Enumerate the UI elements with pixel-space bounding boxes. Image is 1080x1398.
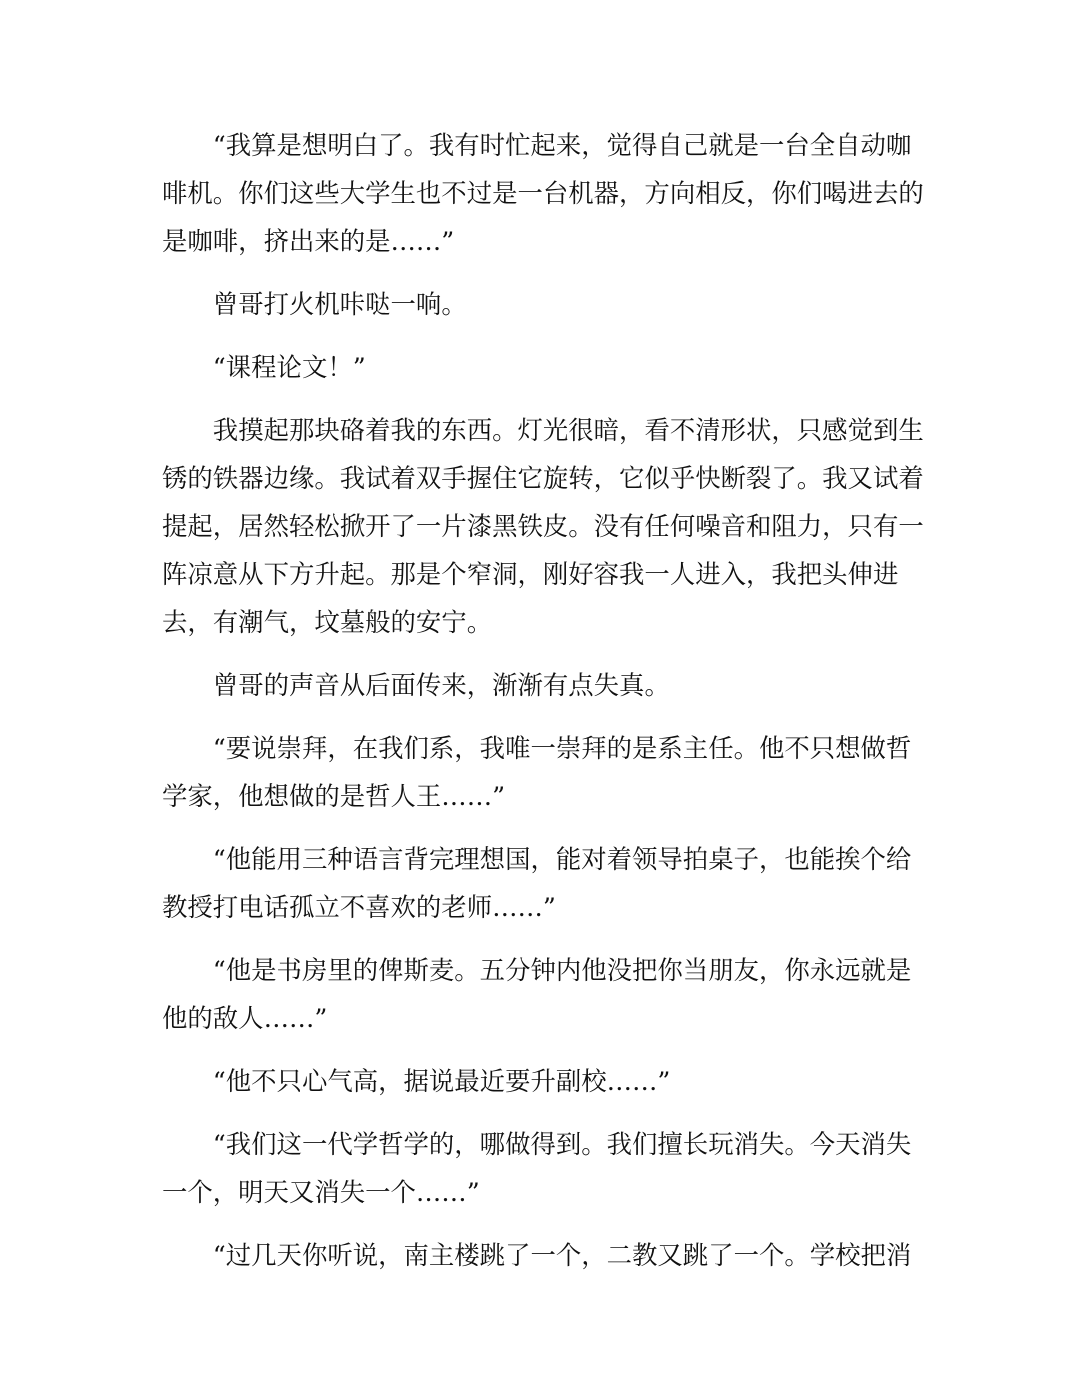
text-line: 啡机。你们这些大学生也不过是一台机器，方向相反，你们喝进去的 bbox=[162, 178, 924, 208]
paragraph-1 bbox=[162, 121, 924, 265]
text-line: “他是书房里的俾斯麦。五分钟内他没把你当朋友，你永远就是 bbox=[212, 955, 912, 985]
paragraph-6 bbox=[162, 724, 912, 820]
text-line: 学家，他想做的是哲人王……” bbox=[162, 781, 506, 811]
text-line: “过几天你听说，南主楼跳了一个，二教又跳了一个。学校把消 bbox=[212, 1240, 912, 1270]
text-line: 阵凉意从下方升起。那是个窄洞，刚好容我一人进入，我把头伸进 bbox=[162, 559, 899, 589]
text-line: “要说崇拜，在我们系，我唯一崇拜的是系主任。他不只想做哲 bbox=[212, 733, 912, 763]
text-line: “我们这一代学哲学的，哪做得到。我们擅长玩消失。今天消失 bbox=[212, 1129, 912, 1159]
document-page bbox=[162, 121, 924, 1294]
text-line: “他能用三种语言背完理想国，能对着领导拍桌子，也能挨个给 bbox=[212, 844, 912, 874]
paragraph-8 bbox=[162, 946, 912, 1042]
text-line: 去，有潮气，坟墓般的安宁。 bbox=[162, 607, 493, 637]
text-line: “课程论文！” bbox=[212, 352, 366, 382]
text-line: “我算是想明白了。我有时忙起来，觉得自己就是一台全自动咖 bbox=[212, 130, 912, 160]
paragraph-7 bbox=[162, 835, 912, 931]
text-line: 是咖啡，挤出来的是……” bbox=[162, 226, 455, 256]
text-line: 一个，明天又消失一个……” bbox=[162, 1177, 480, 1207]
paragraph-10 bbox=[162, 1120, 912, 1216]
text-line: 他的敌人……” bbox=[162, 1003, 328, 1033]
text-line: 教授打电话孤立不喜欢的老师……” bbox=[162, 892, 556, 922]
paragraph-5 bbox=[162, 661, 900, 709]
paragraph-4 bbox=[162, 406, 924, 646]
text-line: 提起，居然轻松掀开了一片漆黑铁皮。没有任何噪音和阻力，只有一 bbox=[162, 511, 924, 541]
text-line: “他不只心气高，据说最近要升副校……” bbox=[212, 1066, 671, 1096]
text-line: 曾哥打火机咔哒一响。 bbox=[212, 289, 467, 319]
text-line: 我摸起那块硌着我的东西。灯光很暗，看不清形状，只感觉到生 bbox=[212, 415, 924, 445]
paragraph-9 bbox=[162, 1057, 900, 1105]
text-line: 曾哥的声音从后面传来，渐渐有点失真。 bbox=[212, 670, 670, 700]
text-line: 锈的铁器边缘。我试着双手握住它旋转，它似乎快断裂了。我又试着 bbox=[162, 463, 924, 493]
paragraph-11 bbox=[162, 1231, 912, 1279]
paragraph-3 bbox=[162, 343, 900, 391]
paragraph-2 bbox=[162, 280, 900, 328]
